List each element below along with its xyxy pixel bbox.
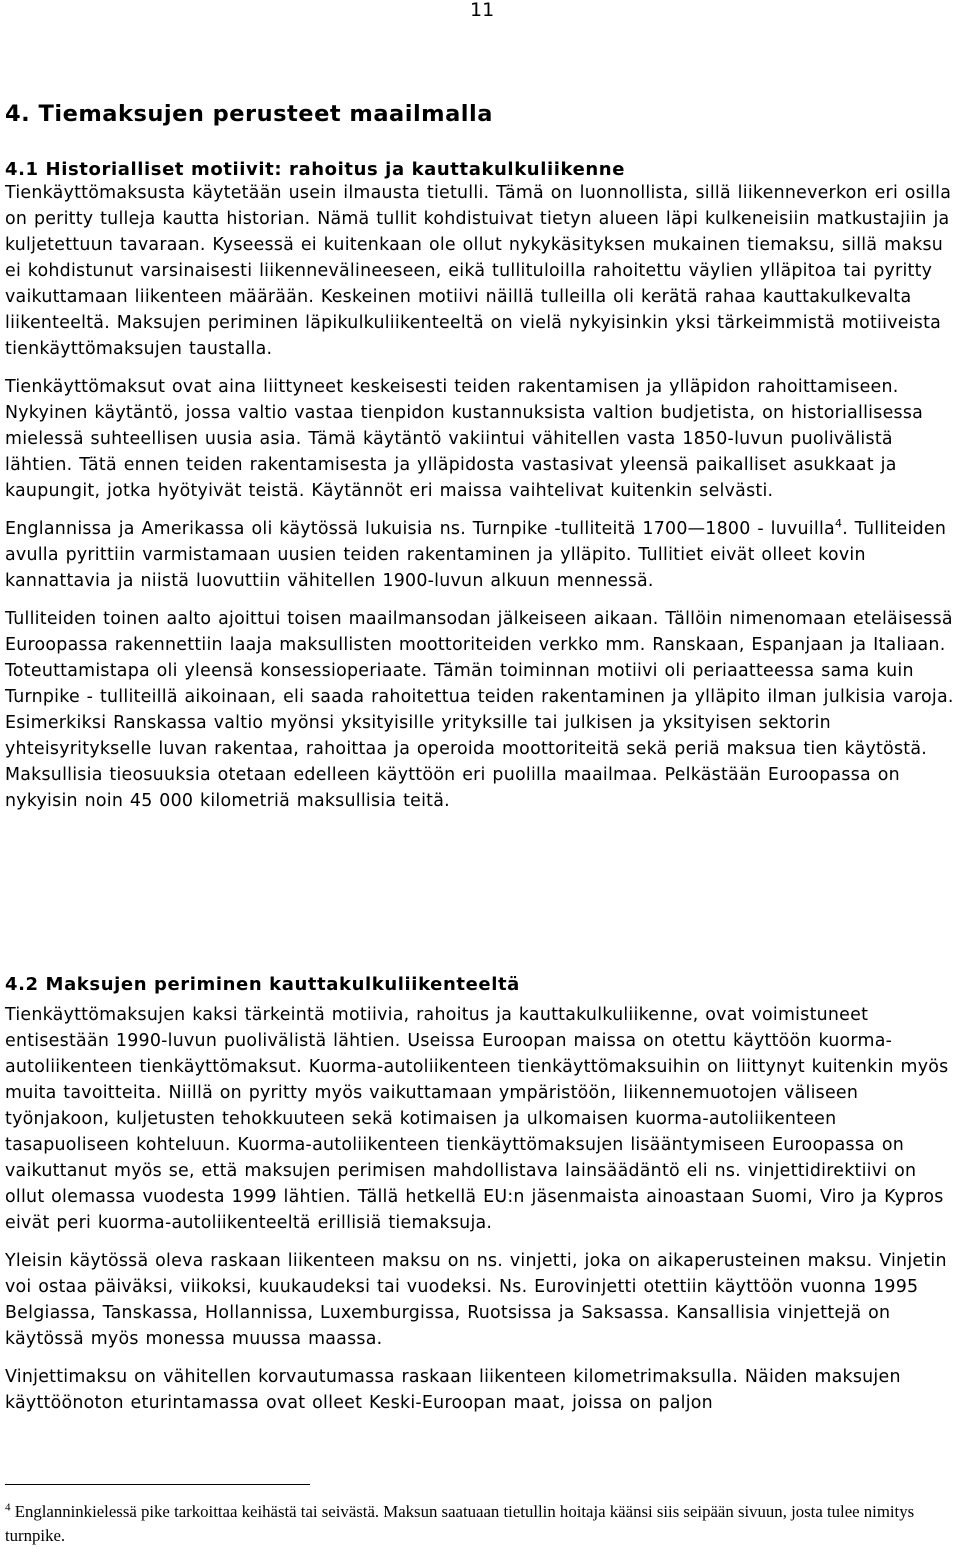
footnote-reference[interactable]: 4 bbox=[834, 517, 843, 531]
section-4-1-body bbox=[5, 168, 960, 826]
page-number: 11 bbox=[470, 0, 495, 21]
paragraph: Vinjettimaksu on vähitellen korvautumassa raskaan liikenteen kilometrimaksulla. Näiden maksujen käyttöönoton eturintamassa ovat olleet Keski-Euroopan maat, joissa on paljon bbox=[5, 1367, 901, 1413]
section-heading-4-2: 4.2 Maksujen periminen kauttakulkuliikenteeltä bbox=[5, 974, 520, 995]
footnote-divider bbox=[5, 1484, 310, 1485]
paragraph-with-footnote bbox=[5, 516, 960, 594]
paragraph-text: Englannissa ja Amerikassa oli käytössä lukuisia ns. Turnpike -tulliteitä 1700—1800 - luvuilla bbox=[5, 519, 835, 539]
section-heading-4-1: 4.1 Historialliset motiivit: rahoitus ja kauttakulkuliikenne bbox=[5, 159, 626, 180]
footnote bbox=[5, 1500, 955, 1548]
section-4-2-body bbox=[5, 1002, 960, 1428]
footnote-number: 4 bbox=[5, 1501, 11, 1514]
paragraph: Yleisin käytössä oleva raskaan liikenteen maksu on ns. vinjetti, joka on aikaperusteinen maksu. Vinjetin voi ostaa päiväksi, viikoksi, kuukaudeksi tai vuodeksi. Ns. Eurovinjetti otettiin käyttöön vuonna 1995 Belgiassa, Tanskassa, Hollannissa, Luxemburgissa, Ruotsissa ja Saksassa. Kansallisia vinjettejä on käytössä myös monessa muussa maassa. bbox=[5, 1251, 947, 1349]
paragraph: Tienkäyttömaksujen kaksi tärkeintä motiivia, rahoitus ja kauttakulkuliikenne, ovat voimistuneet entisestään 1990-luvun puolivälistä lähtien. Useissa Euroopan maissa on otettu käyttöön kuorma-autoliikenteen tienkäyttömaksut. Kuorma-autoliikenteen tienkäyttömaksuihin on liittynyt kuitenkin myös muita tavoitteita. Niillä on pyritty myös vaikuttamaan ympäristöön, liikennemuotojen väliseen työnjakoon, kuljetusten tehokkuuteen sekä kotimaisen ja ulkomaisen kuorma-autoliikenteen tasapuoliseen kohteluun. Kuorma-autoliikenteen tienkäyttömaksujen lisääntymiseen Euroopassa on vaikuttanut myös se, että maksujen perimisen mahdollistava lainsäädäntö eli ns. vinjettidirektiivi on ollut olemassa vuodesta 1999 lähtien. Tällä hetkellä EU:n jäsenmaista ainoastaan Suomi, Viro ja Kypros eivät peri kuorma-autoliikenteeltä erillisiä tiemaksuja. bbox=[5, 1005, 949, 1233]
footnote-text: Englanninkielessä pike tarkoittaa keihästä tai seivästä. Maksun saatuaan tietullin hoitaja käänsi siis seipään sivuun, josta tulee nimitys turnpike. bbox=[5, 1502, 915, 1545]
paragraph-text: . Tulliteiden avulla pyrittiin varmistamaan uusien teiden rakentaminen ja ylläpito. Tullitiet eivät olleet kovin kannattavia ja niistä luovuttiin vähitellen 1900-luvun alkuun mennessä. bbox=[5, 519, 947, 591]
paragraph: Tulliteiden toinen aalto ajoittui toisen maailmansodan jälkeiseen aikaan. Tällöin nimenomaan eteläisessä Euroopassa rakennettiin laaja maksullisten moottoriteiden verkko mm. Ranskaan, Espanjaan ja Italiaan. Toteuttamistapa oli yleensä konsessioperiaate. Tämän toiminnan motiivi oli periaatteessa sama kuin Turnpike - tulliteillä aikoinaan, eli saada rahoitettua teiden rakentaminen ja ylläpito ilman julkisia varoja. Esimerkiksi Ranskassa valtio myönsi yksityisille yrityksille tai julkisen ja yksityisen sektorin yhteisyritykselle luvan rakentaa, rahoittaa ja operoida moottoriteitä sekä periä maksua tien käytöstä. Maksullisia tieosuuksia otetaan edelleen käyttöön eri puolilla maailmaa. Pelkästään Euroopassa on nykyisin noin 45 000 kilometriä maksullisia teitä. bbox=[5, 609, 954, 811]
paragraph: Tienkäyttömaksut ovat aina liittyneet keskeisesti teiden rakentamisen ja ylläpidon rahoittamiseen. Nykyinen käytäntö, jossa valtio vastaa tienpidon kustannuksista valtion budjetista, on historiallisessa mielessä suhteellisen uusia asia. Tämä käytäntö vakiintui vähitellen vasta 1850-luvun puolivälistä lähtien. Tätä ennen teiden rakentamisesta ja ylläpidosta vastasivat yleensä paikalliset asukkaat ja kaupungit, jotka hyötyivät teistä. Käytännöt eri maissa vaihtelivat kuitenkin selvästi. bbox=[5, 377, 924, 501]
chapter-heading: 4. Tiemaksujen perusteet maailmalla bbox=[5, 101, 493, 127]
paragraph: Tienkäyttömaksusta käytetään usein ilmausta tietulli. Tämä on luonnollista, sillä liikenneverkon eri osilla on peritty tulleja kautta historian. Nämä tullit kohdistuivat tietyn alueen läpi kulkeneisiin matkustajiin ja kuljetettuun tavaraan. Kyseessä ei kuitenkaan ole ollut nykykäsityksen mukainen tiemaksu, sillä maksu ei kohdistunut varsinaisesti liikennevälineeseen, eikä tullituloilla rahoitettu väylien ylläpitoa tai pyritty vaikuttamaan liikenteen määrään. Keskeinen motiivi näillä tulleilla oli kerätä rahaa kauttakulkevalta liikenteeltä. Maksujen periminen läpikulkuliikenteeltä on vielä nykyisinkin yksi tärkeimmistä motiiveista tienkäyttömaksujen taustalla. bbox=[5, 183, 952, 359]
